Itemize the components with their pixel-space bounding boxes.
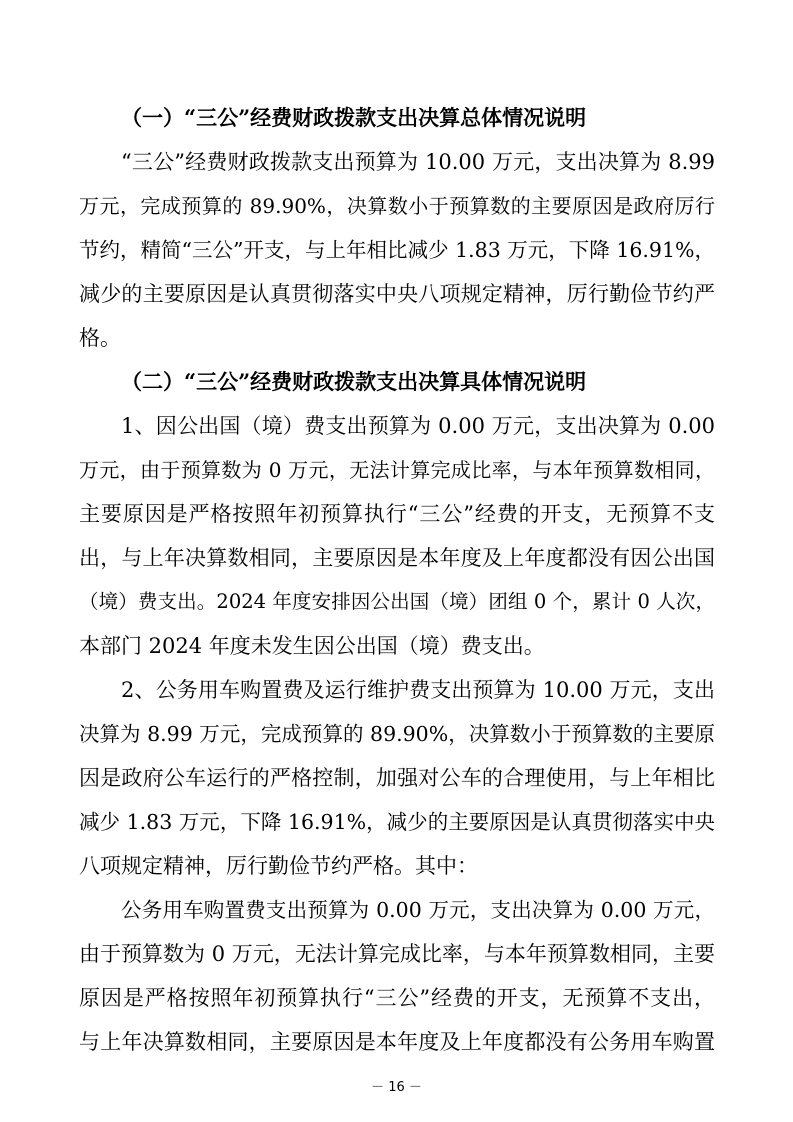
section-1-line-1: “三公”经费财政拨款支出预算为 10.00 万元，支出决算为 8.99 <box>121 150 715 174</box>
para-3-line-2: 由于预算数为 0 万元，无法计算完成比率，与本年预算数相同，主要 <box>79 942 715 966</box>
section-1-heading: （一）“三公”经费财政拨款支出决算总体情况说明 <box>121 105 587 130</box>
section-1-line-2: 万元，完成预算的 89.90%，决算数小于预算数的主要原因是政府厉行 <box>79 194 715 218</box>
para-2-line-4: 减少 1.83 万元，下降 16.91%，减少的主要原因是认真贯彻落实中央 <box>79 810 715 834</box>
para-3-line-3: 原因是严格按照年初预算执行“三公”经费的开支，无预算不支出， <box>79 986 715 1010</box>
para-1-line-4: 出，与上年决算数相同，主要原因是本年度及上年度都没有因公出国 <box>79 546 715 570</box>
para-2-line-5: 八项规定精神，厉行勤俭节约严格。其中： <box>79 854 478 878</box>
para-2-line-2: 决算为 8.99 万元，完成预算的 89.90%，决算数小于预算数的主要原 <box>79 722 715 746</box>
section-1-line-3: 节约，精简“三公”开支，与上年相比减少 1.83 万元，下降 16.91%， <box>79 238 715 262</box>
para-2-line-1: 2、公务用车购置费及运行维护费支出预算为 10.00 万元，支出 <box>121 678 715 702</box>
para-1-line-6: 本部门 2024 年度未发生因公出国（境）费支出。 <box>79 634 545 658</box>
para-3-line-4: 与上年决算数相同，主要原因是本年度及上年度都没有公务用车购置 <box>79 1030 715 1054</box>
section-1-line-5: 格。 <box>79 326 121 350</box>
section-2-heading: （二）“三公”经费财政拨款支出决算具体情况说明 <box>121 369 587 394</box>
para-1-line-2: 万元，由于预算数为 0 万元，无法计算完成比率，与本年预算数相同， <box>79 458 715 482</box>
para-1-line-3: 主要原因是严格按照年初预算执行“三公”经费的开支，无预算不支 <box>79 502 715 526</box>
para-3-line-1: 公务用车购置费支出预算为 0.00 万元，支出决算为 0.00 万元， <box>121 898 715 922</box>
para-1-line-1: 1、因公出国（境）费支出预算为 0.00 万元，支出决算为 0.00 <box>121 414 715 438</box>
para-2-line-3: 因是政府公车运行的严格控制，加强对公车的合理使用，与上年相比 <box>79 766 715 790</box>
page-number: － 16 － <box>371 1080 422 1095</box>
para-1-line-5: （境）费支出。2024 年度安排因公出国（境）团组 0 个，累计 0 人次， <box>79 590 715 613</box>
section-1-line-4: 减少的主要原因是认真贯彻落实中央八项规定精神，厉行勤俭节约严 <box>79 282 715 306</box>
